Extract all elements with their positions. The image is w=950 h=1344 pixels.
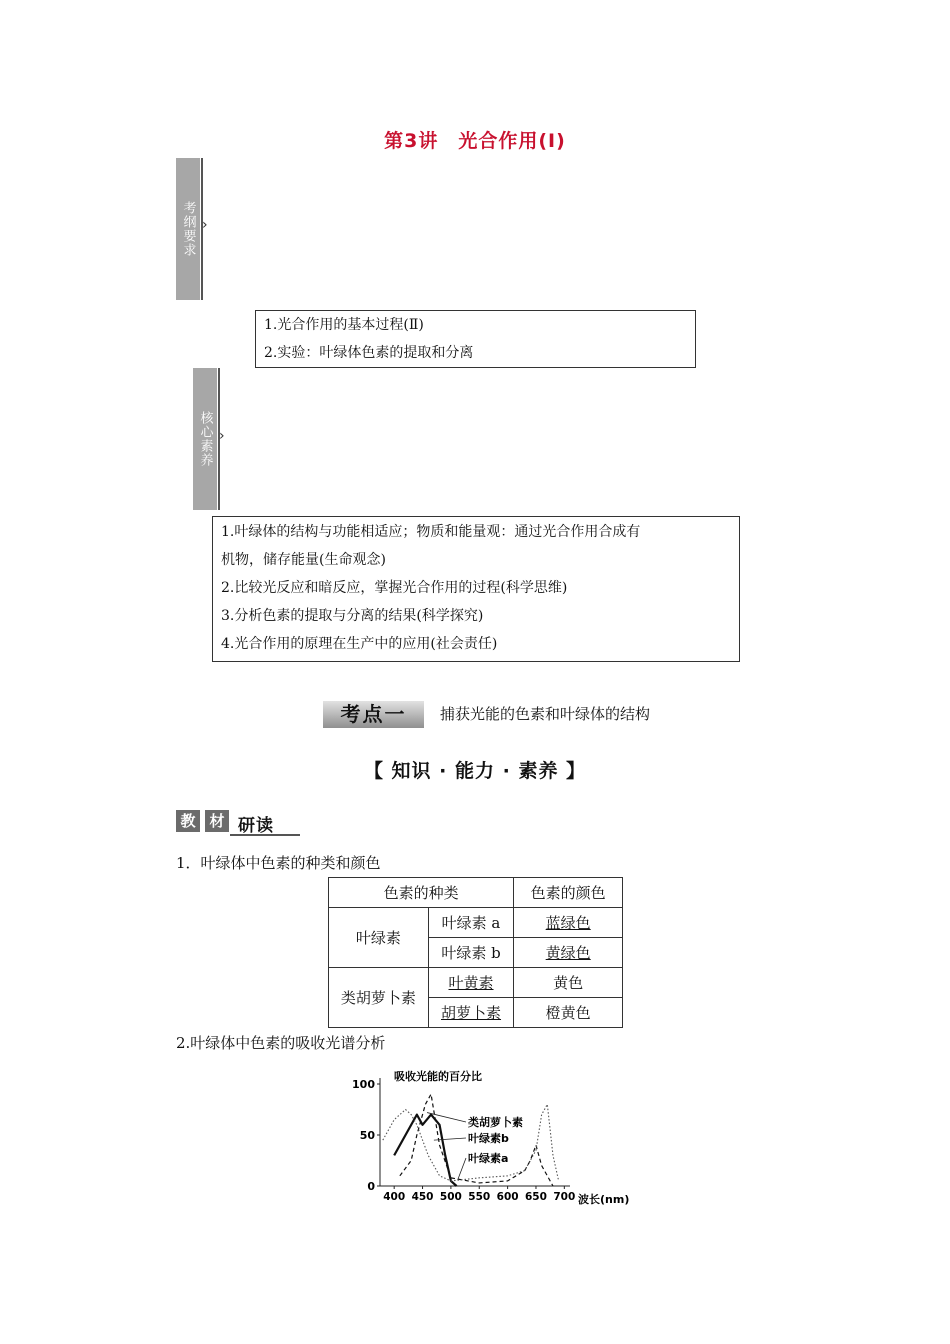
table-row bbox=[329, 878, 623, 908]
series-label: 叶绿素b bbox=[468, 1132, 509, 1145]
section2-heading: 2.叶绿体中色素的吸收光谱分析 bbox=[176, 1034, 386, 1052]
zhishi-header: 【 知识 · 能力 · 素养 】 bbox=[363, 760, 587, 782]
table-header: 色素的颜色 bbox=[514, 878, 623, 908]
hexin-item: 2.比较光反应和暗反应，掌握光合作用的过程(科学思维) bbox=[221, 580, 568, 596]
series-line bbox=[394, 1115, 456, 1186]
x-axis-label: 波长(nm) bbox=[578, 1193, 630, 1206]
hexin-tab: 核心素养 bbox=[193, 368, 217, 510]
kaogang-box bbox=[255, 310, 696, 368]
table-cell: 胡萝卜素 bbox=[441, 1004, 502, 1022]
absorption-chart bbox=[350, 1062, 650, 1207]
table-header: 色素的种类 bbox=[329, 878, 514, 908]
jiaocai-char2: 材 bbox=[205, 810, 229, 832]
jiaocai-char1: 教 bbox=[176, 810, 200, 832]
chevron-right-icon: › bbox=[202, 217, 208, 233]
x-tick-label: 700 bbox=[553, 1191, 576, 1203]
kaogang-item: 2.实验：叶绿体色素的提取和分离 bbox=[264, 345, 474, 361]
x-tick-label: 450 bbox=[411, 1191, 434, 1203]
table-cell: 叶绿素 a bbox=[428, 908, 514, 938]
chevron-right-icon: › bbox=[219, 428, 225, 444]
y-tick-label: 0 bbox=[367, 1180, 375, 1193]
x-tick-label: 600 bbox=[496, 1191, 519, 1203]
series-leader bbox=[458, 1158, 466, 1180]
jiaocai-rest: 研读 bbox=[238, 816, 274, 836]
table-cell: 叶绿素 b bbox=[428, 938, 514, 968]
table-group: 叶绿素 bbox=[329, 908, 429, 968]
hexin-item: 1.叶绿体的结构与功能相适应；物质和能量观：通过光合作用合成有 bbox=[221, 524, 641, 540]
hexin-item: 3.分析色素的提取与分离的结果(科学探究) bbox=[221, 608, 484, 624]
kaodian-badge: 考点一 bbox=[323, 701, 424, 728]
y-tick-label: 50 bbox=[359, 1129, 375, 1142]
hexin-item: 4.光合作用的原理在生产中的应用(社会责任) bbox=[221, 636, 498, 652]
kaogang-item: 1.光合作用的基本过程(Ⅱ) bbox=[264, 317, 424, 333]
lesson-title: 第3讲 光合作用(Ⅰ) bbox=[384, 130, 566, 152]
table-cell: 叶黄素 bbox=[448, 974, 494, 992]
table-cell: 橙黄色 bbox=[514, 998, 623, 1028]
table-row bbox=[329, 908, 623, 938]
kaogang-tab: 考纲要求 bbox=[176, 158, 200, 300]
section1-heading: 1．叶绿体中色素的种类和颜色 bbox=[176, 854, 381, 872]
pigment-table bbox=[328, 877, 623, 1028]
kaodian-text: 捕获光能的色素和叶绿体的结构 bbox=[440, 705, 651, 723]
series-label: 类胡萝卜素 bbox=[468, 1116, 523, 1129]
table-cell: 黄色 bbox=[514, 968, 623, 998]
hexin-item: 机物，储存能量(生命观念) bbox=[221, 552, 386, 568]
series-label: 叶绿素a bbox=[468, 1152, 509, 1165]
x-tick-label: 550 bbox=[468, 1191, 491, 1203]
x-tick-label: 650 bbox=[525, 1191, 547, 1203]
x-tick-label: 500 bbox=[439, 1191, 462, 1203]
table-group: 类胡萝卜素 bbox=[329, 968, 429, 1028]
table-cell: 黄绿色 bbox=[545, 944, 591, 962]
jiaocai-underline bbox=[230, 834, 300, 836]
table-row bbox=[329, 968, 623, 998]
hexin-box bbox=[212, 516, 740, 662]
chart-title: 吸收光能的百分比 bbox=[394, 1070, 482, 1083]
table-cell: 蓝绿色 bbox=[545, 914, 591, 932]
x-tick-label: 400 bbox=[383, 1191, 406, 1203]
y-tick-label: 100 bbox=[352, 1078, 375, 1091]
